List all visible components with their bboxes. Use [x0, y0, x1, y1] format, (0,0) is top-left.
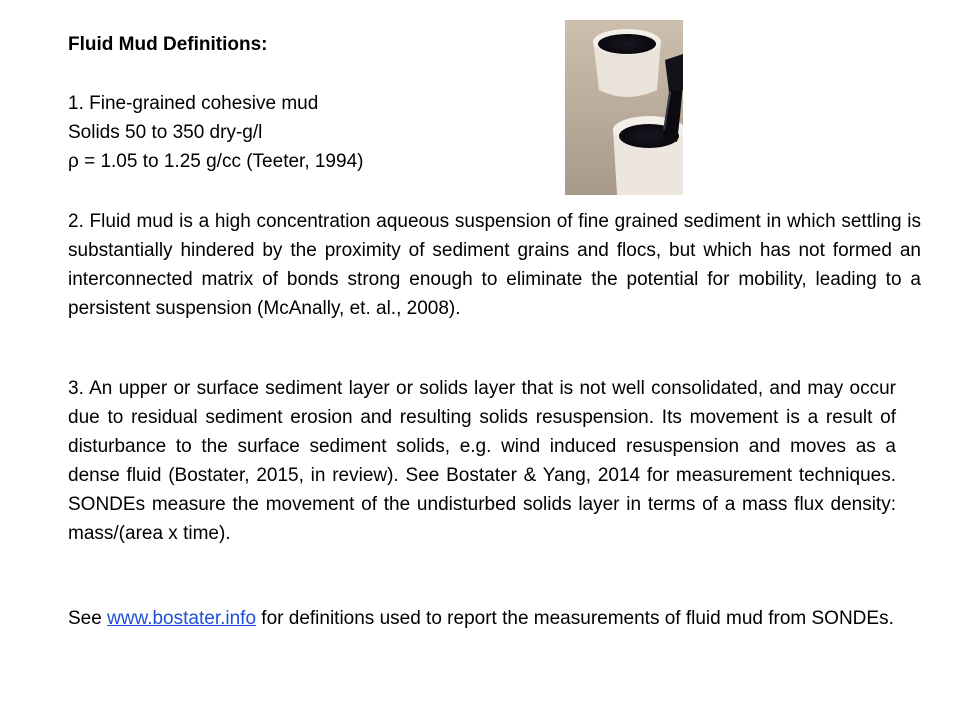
bostater-website-link[interactable]: www.bostater.info	[107, 608, 257, 629]
definition-3: 3. An upper or surface sediment layer or solids layer that is not well consolidated, and may occur due to residual sediment erosion and resulting solids resuspension. Its movement is a result of disturbance to the surface sediment solids, e.g. wind induced resuspension and moves as a dense fluid (Bostater, 2015, in review). See Bostater & Yang, 2014 for measurement techniques. SONDEs measure the movement of the undisturbed solids layer in terms of a mass flux density: mass/(area x time).	[68, 378, 896, 544]
slide-title: Fluid Mud Definitions:	[68, 34, 268, 55]
definition-1-line-1: 1. Fine-grained cohesive mud	[68, 93, 319, 114]
see-suffix: for definitions used to report the measurements of fluid mud from SONDEs.	[256, 608, 894, 629]
definition-1-line-3: ρ = 1.05 to 1.25 g/cc (Teeter, 1994)	[68, 151, 364, 172]
definition-1-line-2: Solids 50 to 350 dry-g/l	[68, 122, 263, 143]
see-prefix: See	[68, 608, 108, 629]
definition-1	[68, 89, 363, 176]
see-reference	[68, 604, 896, 633]
definition-2: 2. Fluid mud is a high concentration aqueous suspension of fine grained sediment in which settling is substantially hindered by the proximity of sediment grains and flocs, but which has not formed an interconnected matrix of bonds strong enough to eliminate the potential for mobility, leading to a persistent suspension (McAnally, et. al., 2008).	[68, 211, 921, 319]
fluid-mud-cups-photo	[565, 20, 683, 195]
